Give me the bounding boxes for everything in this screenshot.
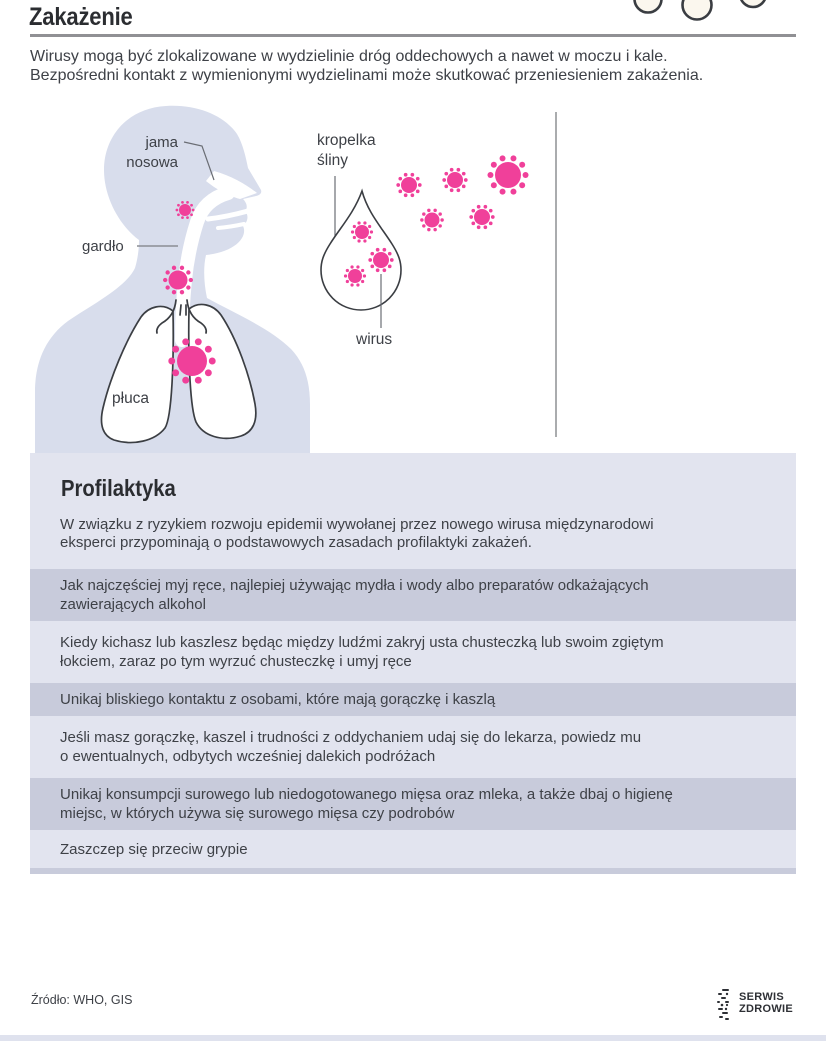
label-kropelka-sliny: kropelka (317, 132, 376, 149)
label-wirus: wirus (356, 331, 393, 348)
intro-line: Bezpośredni kontakt z wymienionymi wydzielinami może skutkować przeniesieniem zakażenia. (30, 67, 704, 84)
page-title: Zakażenie (29, 3, 133, 31)
decorative-circles (620, 0, 790, 24)
brand-name (739, 992, 793, 1015)
prevention-intro (60, 516, 654, 552)
circle-icon (635, 0, 662, 13)
anatomy-figure (25, 95, 570, 453)
label-kropelka-sliny: śliny (317, 152, 349, 169)
circle-icon (683, 0, 712, 20)
virus-icon (420, 209, 444, 232)
label-jama-nosowa: jama (145, 134, 178, 151)
bottom-strip (0, 1035, 826, 1041)
virus-icon (469, 205, 494, 229)
list-item: Unikaj konsumpcji surowego lub niedogotowanego mięsa oraz mleka, a także dbaj o higienę miejsc, w których używa się surowego mięsa czy podrobów (30, 778, 796, 830)
intro-text (30, 47, 703, 85)
brand-name-line: SERWIS (739, 991, 784, 1003)
prevention-title: Profilaktyka (61, 475, 176, 501)
brand-name-line: ZDROWIE (739, 1002, 794, 1015)
virus-icon (396, 173, 421, 197)
prevention-panel (30, 453, 796, 874)
partial-row (30, 868, 796, 874)
prevention-intro-line: W związku z ryzykiem rozwoju epidemii wywołanej przez nowego wirusa międzynarodowi (60, 516, 654, 533)
list-item: Unikaj bliskiego kontaktu z osobami, które mają gorączkę i kaszlą (30, 683, 796, 716)
label-pluca: płuca (112, 390, 150, 407)
prevention-intro-line: eksperci przypominają o podstawowych zasadach profilaktyki zakażeń. (60, 534, 532, 551)
list-item: Kiedy kichasz lub kaszlesz będąc między ludźmi zakryj usta chusteczką lub swoim zgiętym łokciem, zaraz po tym wyrzuć chusteczkę i umyj ręce (30, 621, 796, 683)
prevention-list (30, 569, 796, 869)
list-item: Zaszczep się przeciw grypie (30, 830, 796, 869)
dna-icon (717, 989, 729, 1020)
label-gardlo: gardło (82, 238, 124, 255)
list-item: Jak najczęściej myj ręce, najlepiej używając mydła i wody albo preparatów odkażających zawierających alkohol (30, 569, 796, 621)
footer-source: Źródło: WHO, GIS (31, 993, 133, 1007)
title-rule (30, 34, 796, 37)
intro-line: Wirusy mogą być zlokalizowane w wydzielinie dróg oddechowych a nawet w moczu i kale. (30, 48, 668, 65)
virus-icon (442, 168, 467, 192)
circle-icon (740, 0, 766, 7)
virus-icon (487, 155, 528, 194)
list-item: Jeśli masz gorączkę, kaszel i trudności z oddychaniem udaj się do lekarza, powiedz mu o ewentualnych, odbytych wcześniej dalekich podróżach (30, 716, 796, 778)
droplet-outline (321, 191, 401, 310)
label-jama-nosowa: nosowa (126, 154, 178, 171)
